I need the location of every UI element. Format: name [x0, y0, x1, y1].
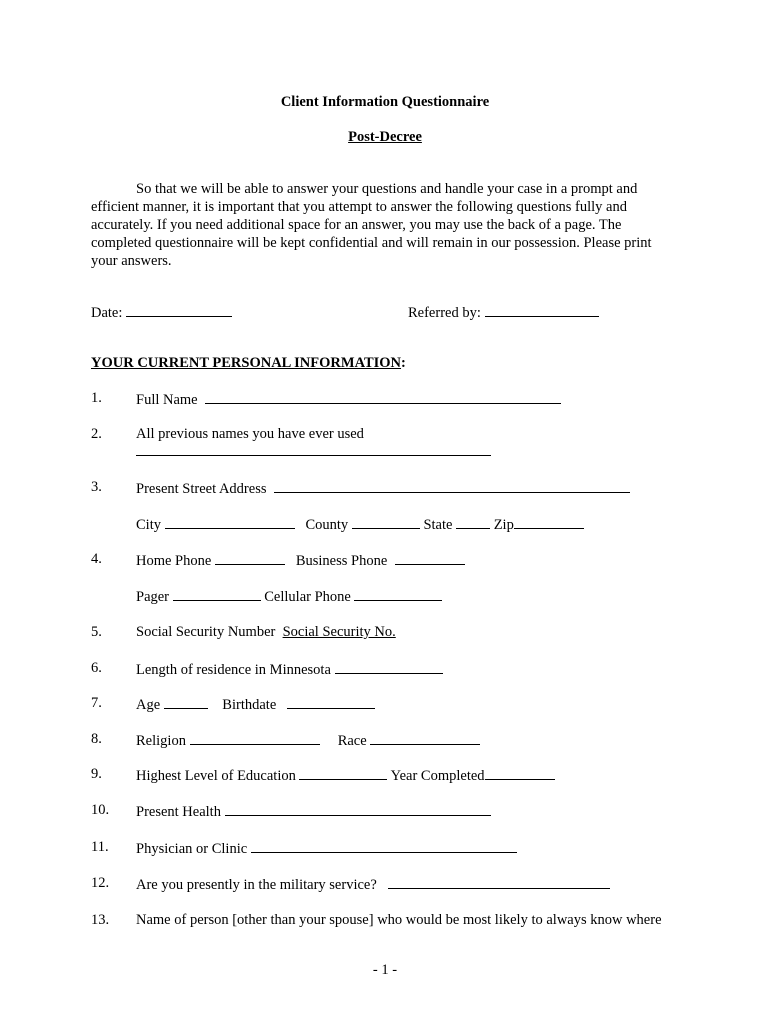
previous-names-label: All previous names you have ever used	[136, 426, 364, 442]
religion-field[interactable]	[190, 731, 320, 745]
contact-person-label: Name of person [other than your spouse] who would be most likely to always know where	[136, 912, 662, 928]
intro-paragraph: So that we will be able to answer your questions and handle your case in a prompt and efficient manner, it is important that you attempt to answer the following questions fully and accurately. If you need additional space for an answer, you may use the back of a page. The completed questionnaire will be kept confidential and will remain in our possession. Please print your answers.	[91, 181, 652, 269]
physician-field[interactable]	[251, 839, 517, 853]
item-number: 5.	[91, 624, 102, 640]
referred-field[interactable]	[485, 303, 599, 317]
date-field[interactable]	[126, 303, 232, 317]
document-title: Client Information Questionnaire	[280, 94, 490, 110]
birthdate-label: Birthdate	[222, 697, 277, 713]
race-label: Race	[337, 733, 367, 749]
birthdate-field[interactable]	[287, 695, 375, 709]
date-row	[91, 303, 232, 322]
year-completed-label: Year Completed	[390, 768, 485, 784]
health-row	[136, 802, 491, 821]
pager-field[interactable]	[173, 587, 261, 601]
residence-field[interactable]	[335, 660, 443, 674]
residence-label: Length of residence in Minnesota	[136, 662, 331, 678]
home-phone-label: Home Phone	[136, 553, 212, 569]
referred-label: Referred by:	[408, 305, 481, 321]
full-name-field[interactable]	[205, 390, 561, 404]
referred-row	[408, 303, 599, 322]
county-field[interactable]	[352, 515, 420, 529]
home-phone-field[interactable]	[215, 551, 285, 565]
cellular-phone-label: Cellular Phone	[264, 589, 351, 605]
city-label: City	[136, 517, 161, 533]
city-field[interactable]	[165, 515, 295, 529]
item-number: 7.	[91, 695, 102, 711]
religion-label: Religion	[136, 733, 186, 749]
business-phone-field[interactable]	[395, 551, 465, 565]
street-address-label: Present Street Address	[136, 481, 267, 497]
state-field[interactable]	[456, 515, 490, 529]
city-row	[136, 515, 584, 534]
military-row	[136, 875, 610, 894]
item-number: 12.	[91, 875, 110, 891]
cellular-phone-field[interactable]	[354, 587, 442, 601]
document-subtitle: Post-Decree	[348, 129, 422, 145]
item-number: 10.	[91, 802, 110, 818]
date-label: Date:	[91, 305, 123, 321]
street-address-row	[136, 479, 630, 498]
pager-row	[136, 587, 442, 606]
education-row	[136, 766, 555, 785]
health-label: Present Health	[136, 804, 221, 820]
page-number: - 1 -	[372, 962, 398, 978]
item-number: 2.	[91, 426, 102, 442]
street-address-field[interactable]	[274, 479, 630, 493]
race-field[interactable]	[370, 731, 480, 745]
military-field[interactable]	[388, 875, 610, 889]
item-number: 11.	[91, 839, 109, 855]
education-field[interactable]	[299, 766, 387, 780]
item-number: 3.	[91, 479, 102, 495]
age-field[interactable]	[164, 695, 208, 709]
residence-row	[136, 660, 443, 679]
military-label: Are you presently in the military service?	[136, 877, 377, 893]
ssn-field[interactable]: Social Security No.	[282, 624, 396, 640]
state-label: State	[423, 517, 453, 533]
religion-row	[136, 731, 480, 750]
item-number: 1.	[91, 390, 102, 406]
zip-label: Zip	[493, 517, 514, 533]
pager-label: Pager	[136, 589, 170, 605]
physician-row	[136, 839, 517, 858]
item-number: 8.	[91, 731, 102, 747]
previous-names-row	[136, 442, 491, 461]
full-name-row	[136, 390, 561, 409]
physician-label: Physician or Clinic	[136, 841, 248, 857]
item-number: 6.	[91, 660, 102, 676]
zip-field[interactable]	[514, 515, 584, 529]
item-number: 13.	[91, 912, 110, 928]
phone-row	[136, 551, 465, 570]
item-number: 4.	[91, 551, 102, 567]
health-field[interactable]	[225, 802, 491, 816]
education-label: Highest Level of Education	[136, 768, 296, 784]
item-number: 9.	[91, 766, 102, 782]
section-heading: YOUR CURRENT PERSONAL INFORMATION:	[91, 355, 406, 371]
business-phone-label: Business Phone	[295, 553, 388, 569]
age-label: Age	[136, 697, 161, 713]
county-label: County	[305, 517, 349, 533]
year-completed-field[interactable]	[485, 766, 555, 780]
ssn-row	[136, 624, 396, 641]
full-name-label: Full Name	[136, 392, 198, 408]
ssn-label: Social Security Number	[136, 624, 276, 640]
previous-names-field[interactable]	[136, 442, 491, 456]
age-row	[136, 695, 375, 714]
